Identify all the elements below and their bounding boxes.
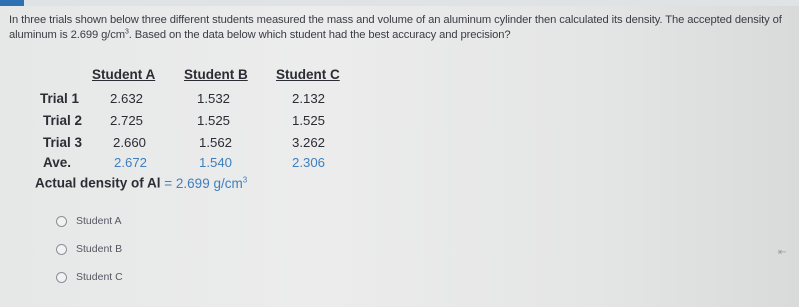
row-label-trial-2: Trial 2 — [43, 113, 83, 128]
density-value-text: = 2.699 g/cm — [164, 175, 243, 191]
cell-trial-1-b: 1.532 — [197, 91, 231, 106]
actual-density — [35, 175, 247, 191]
question-part-1: In three trials shown below three different students measured the mass and volume of an aluminum cylinder then calculated its density. The accepted density of aluminum is 2.699 g/cm — [9, 14, 782, 41]
cell-average-a: 2.672 — [114, 155, 148, 170]
question-superscript: 3 — [124, 27, 129, 35]
cell-trial-3-c: 3.262 — [292, 135, 326, 150]
option-student-a[interactable] — [56, 215, 122, 227]
density-value — [164, 176, 247, 191]
question-text — [9, 13, 789, 42]
option-label-c: Student C — [76, 271, 123, 283]
top-progress-bar — [0, 0, 799, 6]
radio-icon[interactable] — [56, 272, 67, 283]
header-student-b: Student B — [184, 67, 248, 82]
radio-icon[interactable] — [56, 244, 67, 255]
header-student-a: Student A — [92, 67, 156, 82]
header-student-c: Student C — [276, 67, 340, 82]
row-label-trial-1: Trial 1 — [40, 91, 80, 106]
radio-icon[interactable] — [56, 216, 67, 227]
cell-average-b: 1.540 — [199, 155, 233, 170]
cell-trial-1-a: 2.632 — [110, 91, 144, 106]
option-student-c[interactable] — [56, 271, 123, 283]
row-label-trial-3: Trial 3 — [43, 135, 83, 150]
density-superscript: 3 — [242, 175, 248, 184]
cell-trial-3-b: 1.562 — [199, 135, 233, 150]
cell-average-c: 2.306 — [292, 155, 326, 170]
cell-trial-3-a: 2.660 — [113, 135, 147, 150]
cell-trial-1-c: 2.132 — [292, 91, 326, 106]
density-label: Actual density of Al — [35, 175, 161, 191]
cell-trial-2-c: 1.525 — [292, 113, 326, 128]
question-part-2: . Based on the data below which student had the best accuracy and precision? — [128, 28, 511, 41]
row-label-average: Ave. — [43, 155, 72, 170]
option-label-a: Student A — [76, 215, 122, 227]
option-student-b[interactable] — [56, 243, 122, 255]
cell-trial-2-a: 2.725 — [110, 113, 144, 128]
pin-icon[interactable]: ⇤ — [778, 247, 787, 258]
option-label-b: Student B — [76, 243, 123, 255]
top-progress-accent — [0, 0, 24, 6]
cell-trial-2-b: 1.525 — [197, 113, 231, 128]
